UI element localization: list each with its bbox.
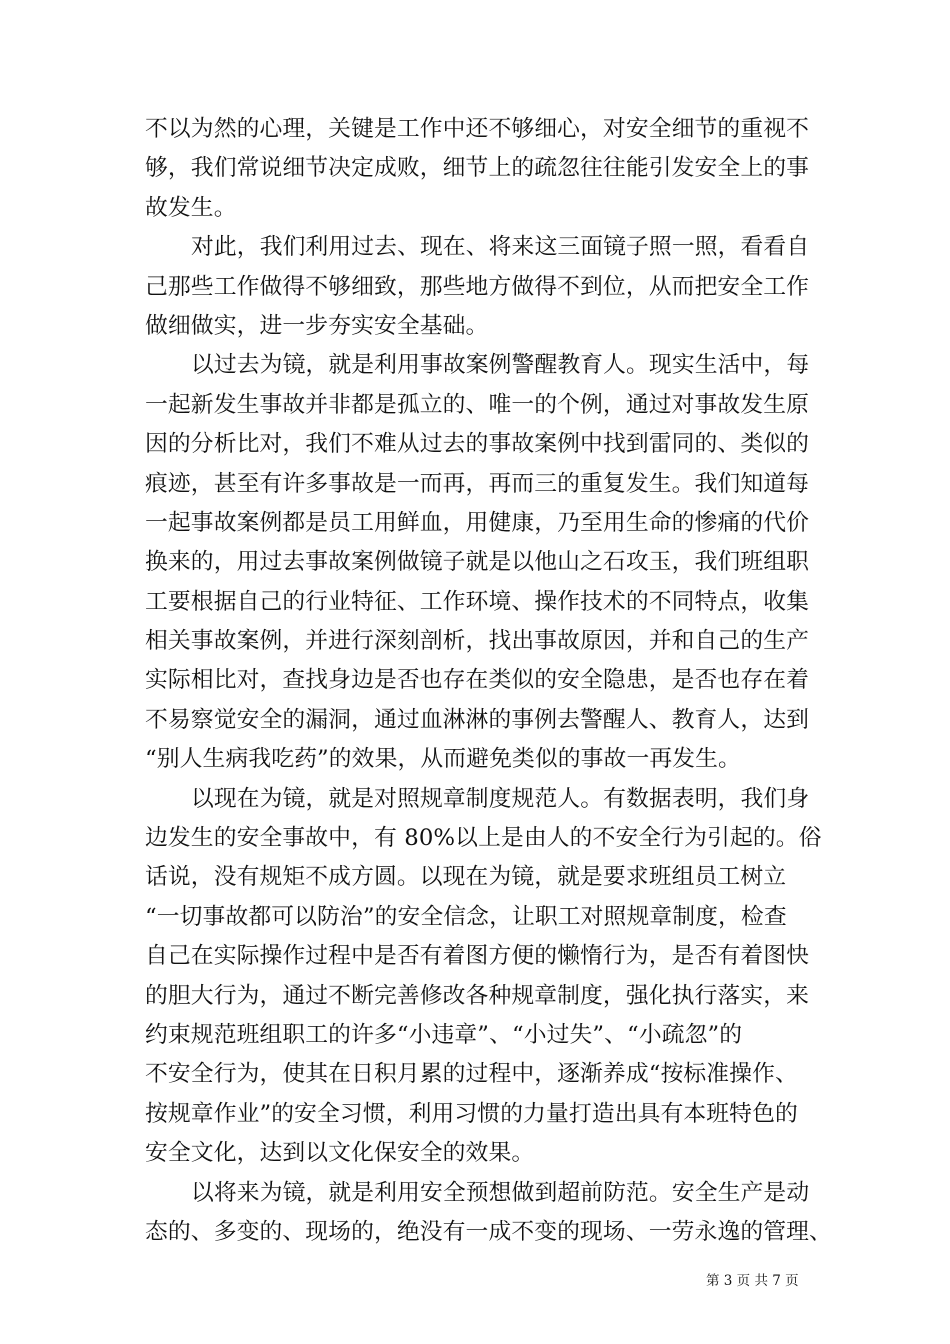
text-line: 不安全行为，使其在日积月累的过程中，逐渐养成“按标准操作、 [145, 1061, 798, 1088]
text-line: 按规章作业”的安全习惯，利用习惯的力量打造出具有本班特色的 [145, 1100, 798, 1127]
text-line: 相关事故案例，并进行深刻剖析，找出事故原因，并和自己的生产 [145, 628, 810, 655]
text-line: 因的分析比对，我们不难从过去的事故案例中找到雷同的、类似的 [145, 431, 810, 458]
text-line: 痕迹，甚至有许多事故是一而再，再而三的重复发生。我们知道每 [145, 470, 810, 497]
text-line: 不以为然的心理，关键是工作中还不够细心，对安全细节的重视不 [145, 116, 810, 142]
paragraph-start-line: 以将来为镜，就是利用安全预想做到超前防范。安全生产是动 [191, 1179, 810, 1206]
text-line: 话说，没有规矩不成方圆。以现在为镜，就是要求班组员工树立 [145, 864, 787, 891]
text-line: 实际相比对，查找身边是否也存在类似的安全隐患，是否也存在着 [145, 667, 810, 694]
text-line: 一起新发生事故并非都是孤立的、唯一的个例，通过对事故发生原 [145, 391, 810, 418]
text-line: 够，我们常说细节决定成败，细节上的疏忽往往能引发安全上的事 [145, 155, 810, 182]
text-line: 的胆大行为，通过不断完善修改各种规章制度，强化执行落实，来 [145, 982, 810, 1009]
text-line: 一起事故案例都是员工用鲜血，用健康，乃至用生命的惨痛的代价 [145, 509, 810, 536]
text-line: 故发生。 [145, 194, 237, 221]
text-line: 自己在实际操作过程中是否有着图方便的懒惰行为，是否有着图快 [145, 943, 810, 970]
body-text [145, 110, 832, 1252]
text-line: 安全文化，达到以文化保安全的效果。 [145, 1140, 535, 1167]
text-line: “别人生病我吃药”的效果，从而避免类似的事故一再发生。 [145, 746, 741, 773]
paragraph-start-line: 对此，我们利用过去、现在、将来这三面镜子照一照，看看自 [191, 234, 810, 261]
text-line: 己那些工作做得不够细致，那些地方做得不到位，从而把安全工作 [145, 273, 810, 300]
text-line: 不易察觉安全的漏洞，通过血淋淋的事例去警醒人、教育人，达到 [145, 706, 810, 733]
paragraph-start-line: 以现在为镜，就是对照规章制度规范人。有数据表明，我们身 [191, 785, 810, 812]
text-line: 做细做实，进一步夯实安全基础。 [145, 312, 489, 339]
paragraph-start-line: 以过去为镜，就是利用事故案例警醒教育人。现实生活中，每 [191, 352, 810, 379]
text-line: 工要根据自己的行业特征、工作环境、操作技术的不同特点，收集 [145, 588, 810, 615]
text-line: 约束规范班组职工的许多“小违章”、“小过失”、“小疏忽”的 [145, 1021, 743, 1048]
text-line: “一切事故都可以防治”的安全信念，让职工对照规章制度，检查 [145, 903, 787, 930]
text-line: 边发生的安全事故中，有 80%以上是由人的不安全行为引起的。俗 [145, 825, 822, 852]
text-line: 换来的，用过去事故案例做镜子就是以他山之石攻玉，我们班组职 [145, 549, 810, 576]
page-number-footer: 第 3 页 共 7 页 [706, 1273, 799, 1289]
text-line: 态的、多变的、现场的，绝没有一成不变的现场、一劳永逸的管理、 [145, 1218, 832, 1245]
